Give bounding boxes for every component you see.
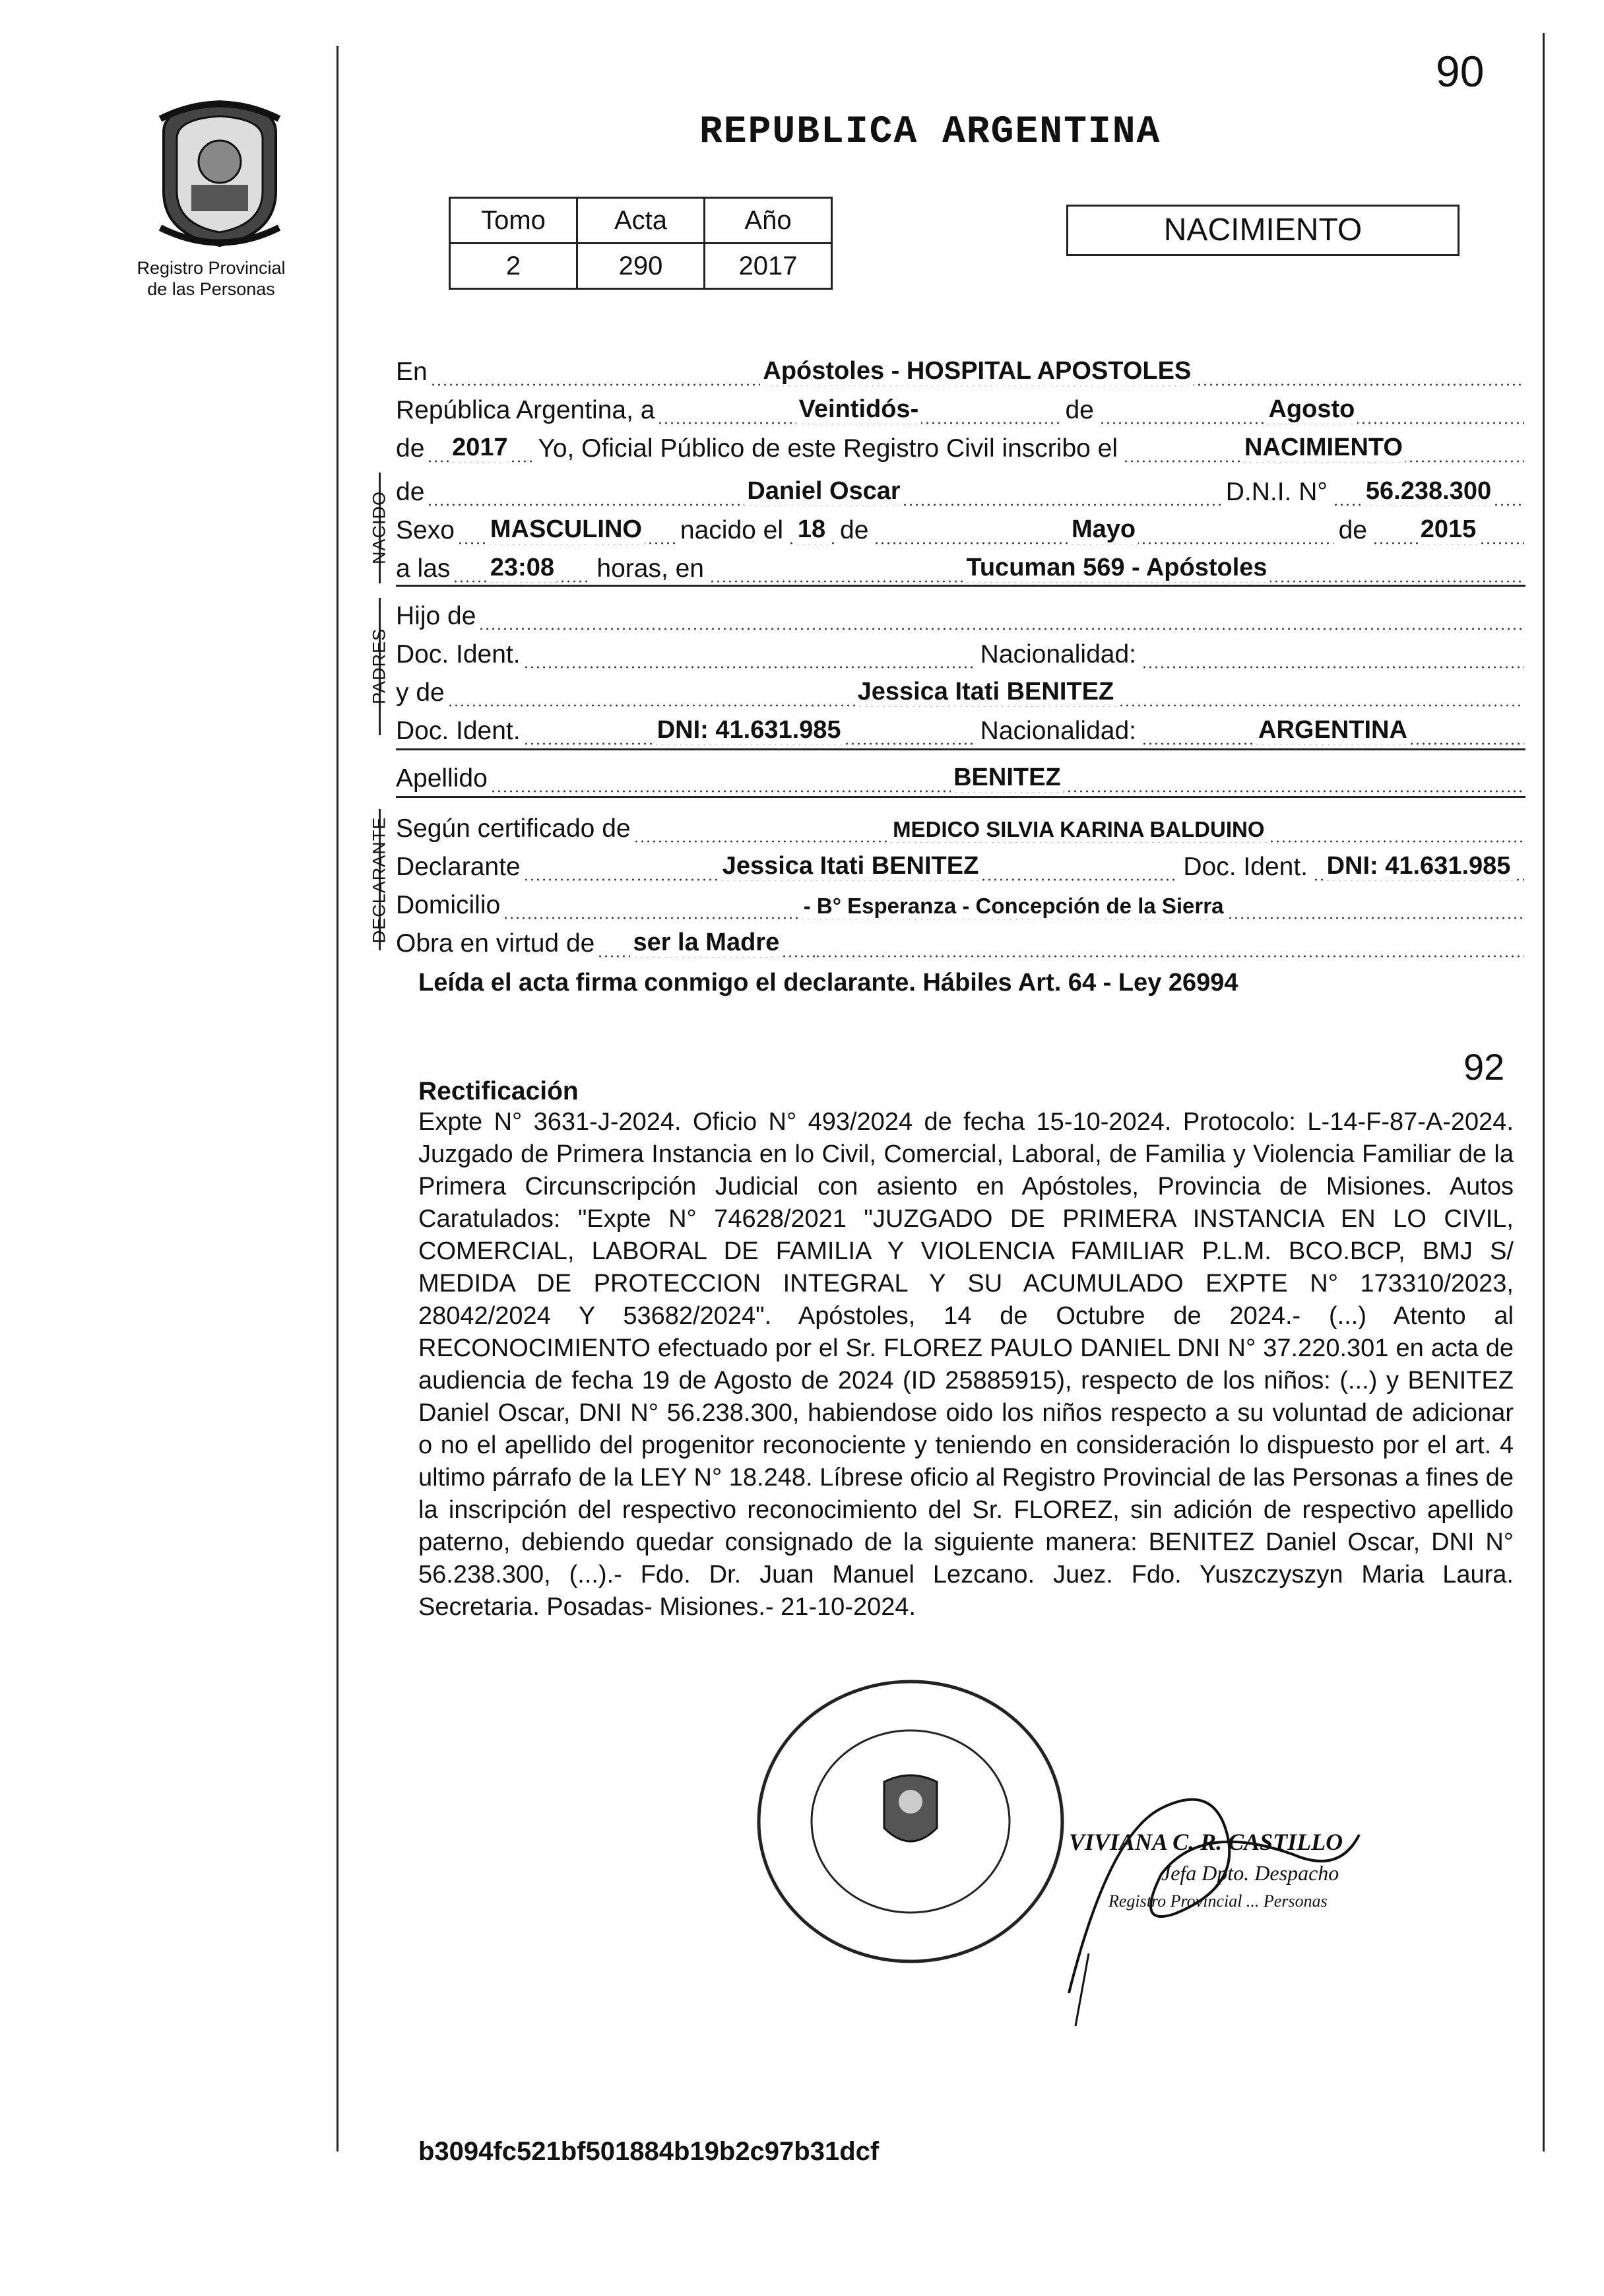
apellido-label: Apellido	[396, 764, 488, 793]
alas-label: a las	[396, 554, 451, 583]
de-label-3: de	[1338, 516, 1367, 544]
footer-hash: b3094fc521bf501884b19b2c97b31dcf	[418, 2137, 880, 2166]
row-alas	[396, 546, 1524, 583]
birth-time: 23:08	[488, 554, 557, 582]
row-doc-mother	[396, 709, 1524, 746]
en-value: Apóstoles - HOSPITAL APOSTOLES	[760, 357, 1194, 385]
mother-name: Jessica Itati BENITEZ	[855, 678, 1117, 706]
page-number-top: 90	[1436, 47, 1485, 96]
row-apellido	[396, 756, 1524, 793]
anio-value: 2017	[705, 244, 832, 289]
domicilio-value: - B° Esperanza - Concepción de la Sierra	[801, 894, 1227, 919]
row-en	[396, 350, 1524, 387]
declarante-label: Declarante	[396, 853, 521, 881]
father-doc-label: Doc. Ident.	[396, 640, 521, 669]
declarante-doc: DNI: 41.631.985	[1324, 852, 1514, 880]
dni-value: 56.238.300	[1363, 477, 1494, 506]
official-seal	[752, 1676, 1069, 1967]
de-label-2: de	[840, 516, 869, 544]
nacido-section-label: NACIDO	[369, 491, 389, 565]
apellido-value: BENITEZ	[951, 764, 1064, 792]
child-name-value: Daniel Oscar	[744, 477, 903, 506]
row-republica	[396, 388, 1524, 425]
acta-value: 290	[577, 244, 705, 289]
padres-section-label: PADRES	[369, 628, 389, 705]
rectificacion-heading: Rectificación	[418, 1077, 579, 1105]
birth-month: Mayo	[1069, 515, 1138, 544]
year-value: 2017	[449, 434, 511, 462]
declarante-value: Jessica Itati BENITEZ	[720, 852, 982, 880]
obra-value: ser la Madre	[630, 929, 782, 957]
record-type-box: NACIMIENTO	[1066, 205, 1460, 256]
right-margin-line	[1543, 33, 1545, 2151]
row-hijo	[396, 594, 1524, 631]
dni-label: D.N.I. N°	[1225, 478, 1328, 506]
registry-label-line1: Registro Provincial	[137, 258, 286, 278]
row-declarante	[396, 845, 1524, 882]
inscribed-value: NACIMIENTO	[1242, 434, 1405, 462]
signature-stamp-line1: VIVIANA C. R. CASTILLO	[1069, 1829, 1343, 1855]
rectificacion-body: Expte N° 3631-J-2024. Oficio N° 493/2024 de fecha 15-10-2024. Protocolo: L-14-F-87-A-2024. Juzgado de Primera Instancia en lo Civil, Comercial, Laboral, de Familia y Violencia Familiar de la Primera Circunscripción Judicial con asiento en Apóstoles, Provincia de Misiones. Autos Caratulados: "Expte N° 74628/2021 "JUZGADO DE PRIMERA INSTANCIA EN LO CIVIL, COMERCIAL, LABORAL DE FAMILIA Y VIOLENCIA FAMILIAR P.L.M. BCO.BCP, BMJ S/ MEDIDA DE PROTECCION INTEGRAL Y SU ACUMULADO EXPTE N° 173310/2023, 28042/2024 Y 53682/2024". Apóstoles, 14 de Octubre de 2024.- (...) Atento al RECONOCIMIENTO efectuado por el Sr. FLOREZ PAULO DANIEL DNI N° 37.220.301 en acta de audiencia de fecha 19 de Agosto de 2024 (ID 25885915), respecto de los niños: (...) y BENITEZ Daniel Oscar, DNI N° 56.238.300, habiendose oido los niños respecto a su voluntad de adicionar o no el apellido del progenitor reconociente y teniendo en consideración lo dispuesto por el art. 4 ultimo párrafo de la LEY N° 18.248. Líbrese oficio al Registro Provincial de las Personas a fines de la inscripción del respectivo reconocimiento del Sr. FLOREZ, sin adición de respectivo apellido paterno, debiendo quedar consignado de la siguiente manera: BENITEZ Daniel Oscar, DNI N° 56.238.300, (...).- Fdo. Dr. Juan Manuel Lezcano. Juez. Fdo. Yuszczyszyn Maria Laura. Secretaria. Posadas- Misiones.- 21-10-2024.	[418, 1108, 1514, 1621]
mother-nationality-label: Nacionalidad:	[980, 717, 1136, 745]
row-doc-father	[396, 632, 1524, 669]
hijo-label: Hijo de	[396, 602, 476, 630]
tomo-value: 2	[450, 244, 577, 289]
declarante-doc-label: Doc. Ident.	[1183, 853, 1308, 881]
row-certificado	[396, 806, 1524, 843]
republica-label: República Argentina, a	[396, 396, 655, 424]
nacido-de-label: de	[396, 478, 425, 506]
signature-stamp-line3: Registro Provincial ... Personas	[1108, 1891, 1328, 1911]
horas-label: horas, en	[596, 554, 704, 583]
mother-doc: DNI: 41.631.985	[655, 716, 844, 744]
page-number-rectificacion: 92	[1463, 1046, 1505, 1088]
row-yde	[396, 671, 1524, 707]
domicilio-label: Domicilio	[396, 891, 501, 919]
yde-label: y de	[396, 678, 445, 707]
row-officer	[396, 426, 1524, 463]
month-value: Agosto	[1266, 395, 1357, 424]
record-table	[449, 197, 833, 290]
declarante-section-label: DECLARANTE	[369, 816, 389, 944]
certificado-value: MEDICO SILVIA KARINA BALDUINO	[890, 817, 1267, 842]
row-domicilio	[396, 883, 1524, 920]
de-label-year: de	[396, 434, 425, 463]
sexo-label: Sexo	[396, 516, 455, 544]
province-emblem	[150, 92, 289, 251]
birth-year: 2015	[1418, 515, 1479, 544]
row-obra	[396, 921, 1524, 958]
father-nationality-label: Nacionalidad:	[980, 640, 1136, 669]
anio-header: Año	[705, 198, 832, 244]
legal-note: Leída el acta firma conmigo el declarante. Hábiles Art. 64 - Ley 26994	[418, 969, 1238, 997]
signature-stamp-line2: Jefa Dpto. Despacho	[1161, 1861, 1339, 1885]
birth-day: 18	[795, 515, 828, 544]
acta-header: Acta	[577, 198, 705, 244]
document-title: REPUBLICA ARGENTINA	[699, 111, 1161, 154]
de-label: de	[1065, 396, 1094, 424]
row-sexo	[396, 508, 1524, 545]
obra-label: Obra en virtud de	[396, 929, 595, 958]
certificado-label: Según certificado de	[396, 814, 631, 843]
mother-doc-label: Doc. Ident.	[396, 717, 521, 745]
birth-place: Tucuman 569 - Apóstoles	[963, 554, 1269, 582]
tomo-header: Tomo	[450, 198, 577, 244]
row-nacido-name	[396, 470, 1524, 507]
registry-label-line2: de las Personas	[147, 279, 275, 299]
day-value: Veintidós-	[796, 395, 922, 424]
mother-nationality: ARGENTINA	[1256, 716, 1410, 744]
en-label: En	[396, 358, 428, 386]
nacido-el-label: nacido el	[680, 516, 784, 544]
sexo-value: MASCULINO	[488, 515, 645, 544]
officer-text: Yo, Oficial Público de este Registro Civil inscribo el	[538, 434, 1118, 463]
left-margin-line	[337, 46, 338, 2151]
